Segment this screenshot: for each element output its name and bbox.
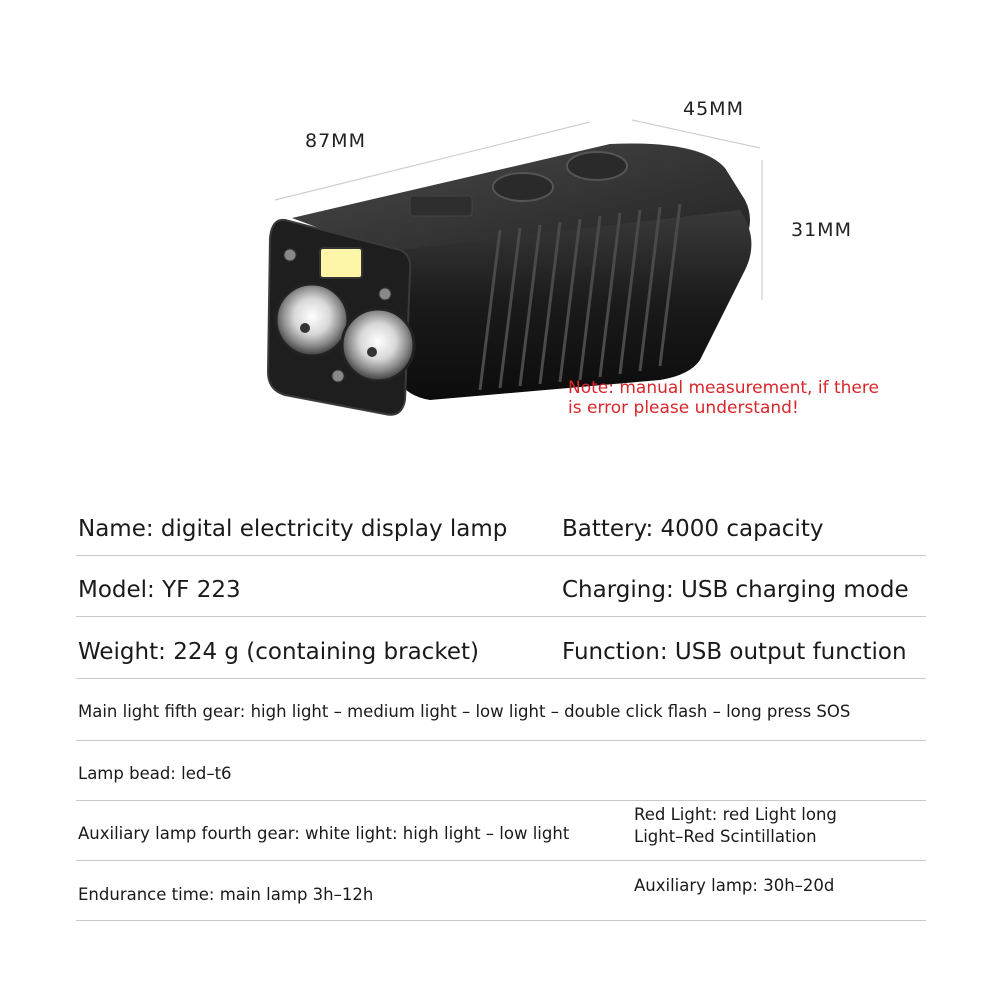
note-line-1: Note: manual measurement, if there <box>568 378 879 398</box>
width-dimension-line <box>632 120 760 148</box>
left-led-lens <box>276 284 348 356</box>
spec-weight: Weight: 224 g (containing bracket) <box>78 639 479 665</box>
spec-main-light: Main light fifth gear: high light – medium light – low light – double click flash – long press SOS <box>78 702 851 721</box>
note-line-2: is error please understand! <box>568 398 799 418</box>
spec-red-light-2: Light–Red Scintillation <box>634 827 817 846</box>
right-led-lens <box>342 309 414 381</box>
spec-auxiliary-gear: Auxiliary lamp fourth gear: white light: high light – low light <box>78 824 570 843</box>
length-dimension-label: 87MM <box>305 130 366 152</box>
power-button <box>493 173 553 201</box>
height-dimension-label: 31MM <box>791 219 852 241</box>
divider <box>76 800 926 801</box>
divider <box>76 555 926 556</box>
measurement-note <box>568 378 879 418</box>
spec-auxiliary-time: Auxiliary lamp: 30h–20d <box>634 876 835 895</box>
divider <box>76 616 926 617</box>
spec-battery: Battery: 4000 capacity <box>562 516 824 542</box>
battery-display <box>410 196 472 216</box>
spec-endurance: Endurance time: main lamp 3h–12h <box>78 885 374 904</box>
auxiliary-led <box>320 248 362 278</box>
divider <box>76 678 926 679</box>
spec-charging: Charging: USB charging mode <box>562 577 909 603</box>
spec-function: Function: USB output function <box>562 639 907 665</box>
mode-button <box>567 152 627 180</box>
divider <box>76 920 926 921</box>
width-dimension-label: 45MM <box>683 98 744 120</box>
spec-red-light-1: Red Light: red Light long <box>634 805 837 824</box>
spec-lamp-bead: Lamp bead: led–t6 <box>78 764 232 783</box>
divider <box>76 860 926 861</box>
spec-model: Model: YF 223 <box>78 577 241 603</box>
spec-name: Name: digital electricity display lamp <box>78 516 508 542</box>
divider <box>76 740 926 741</box>
